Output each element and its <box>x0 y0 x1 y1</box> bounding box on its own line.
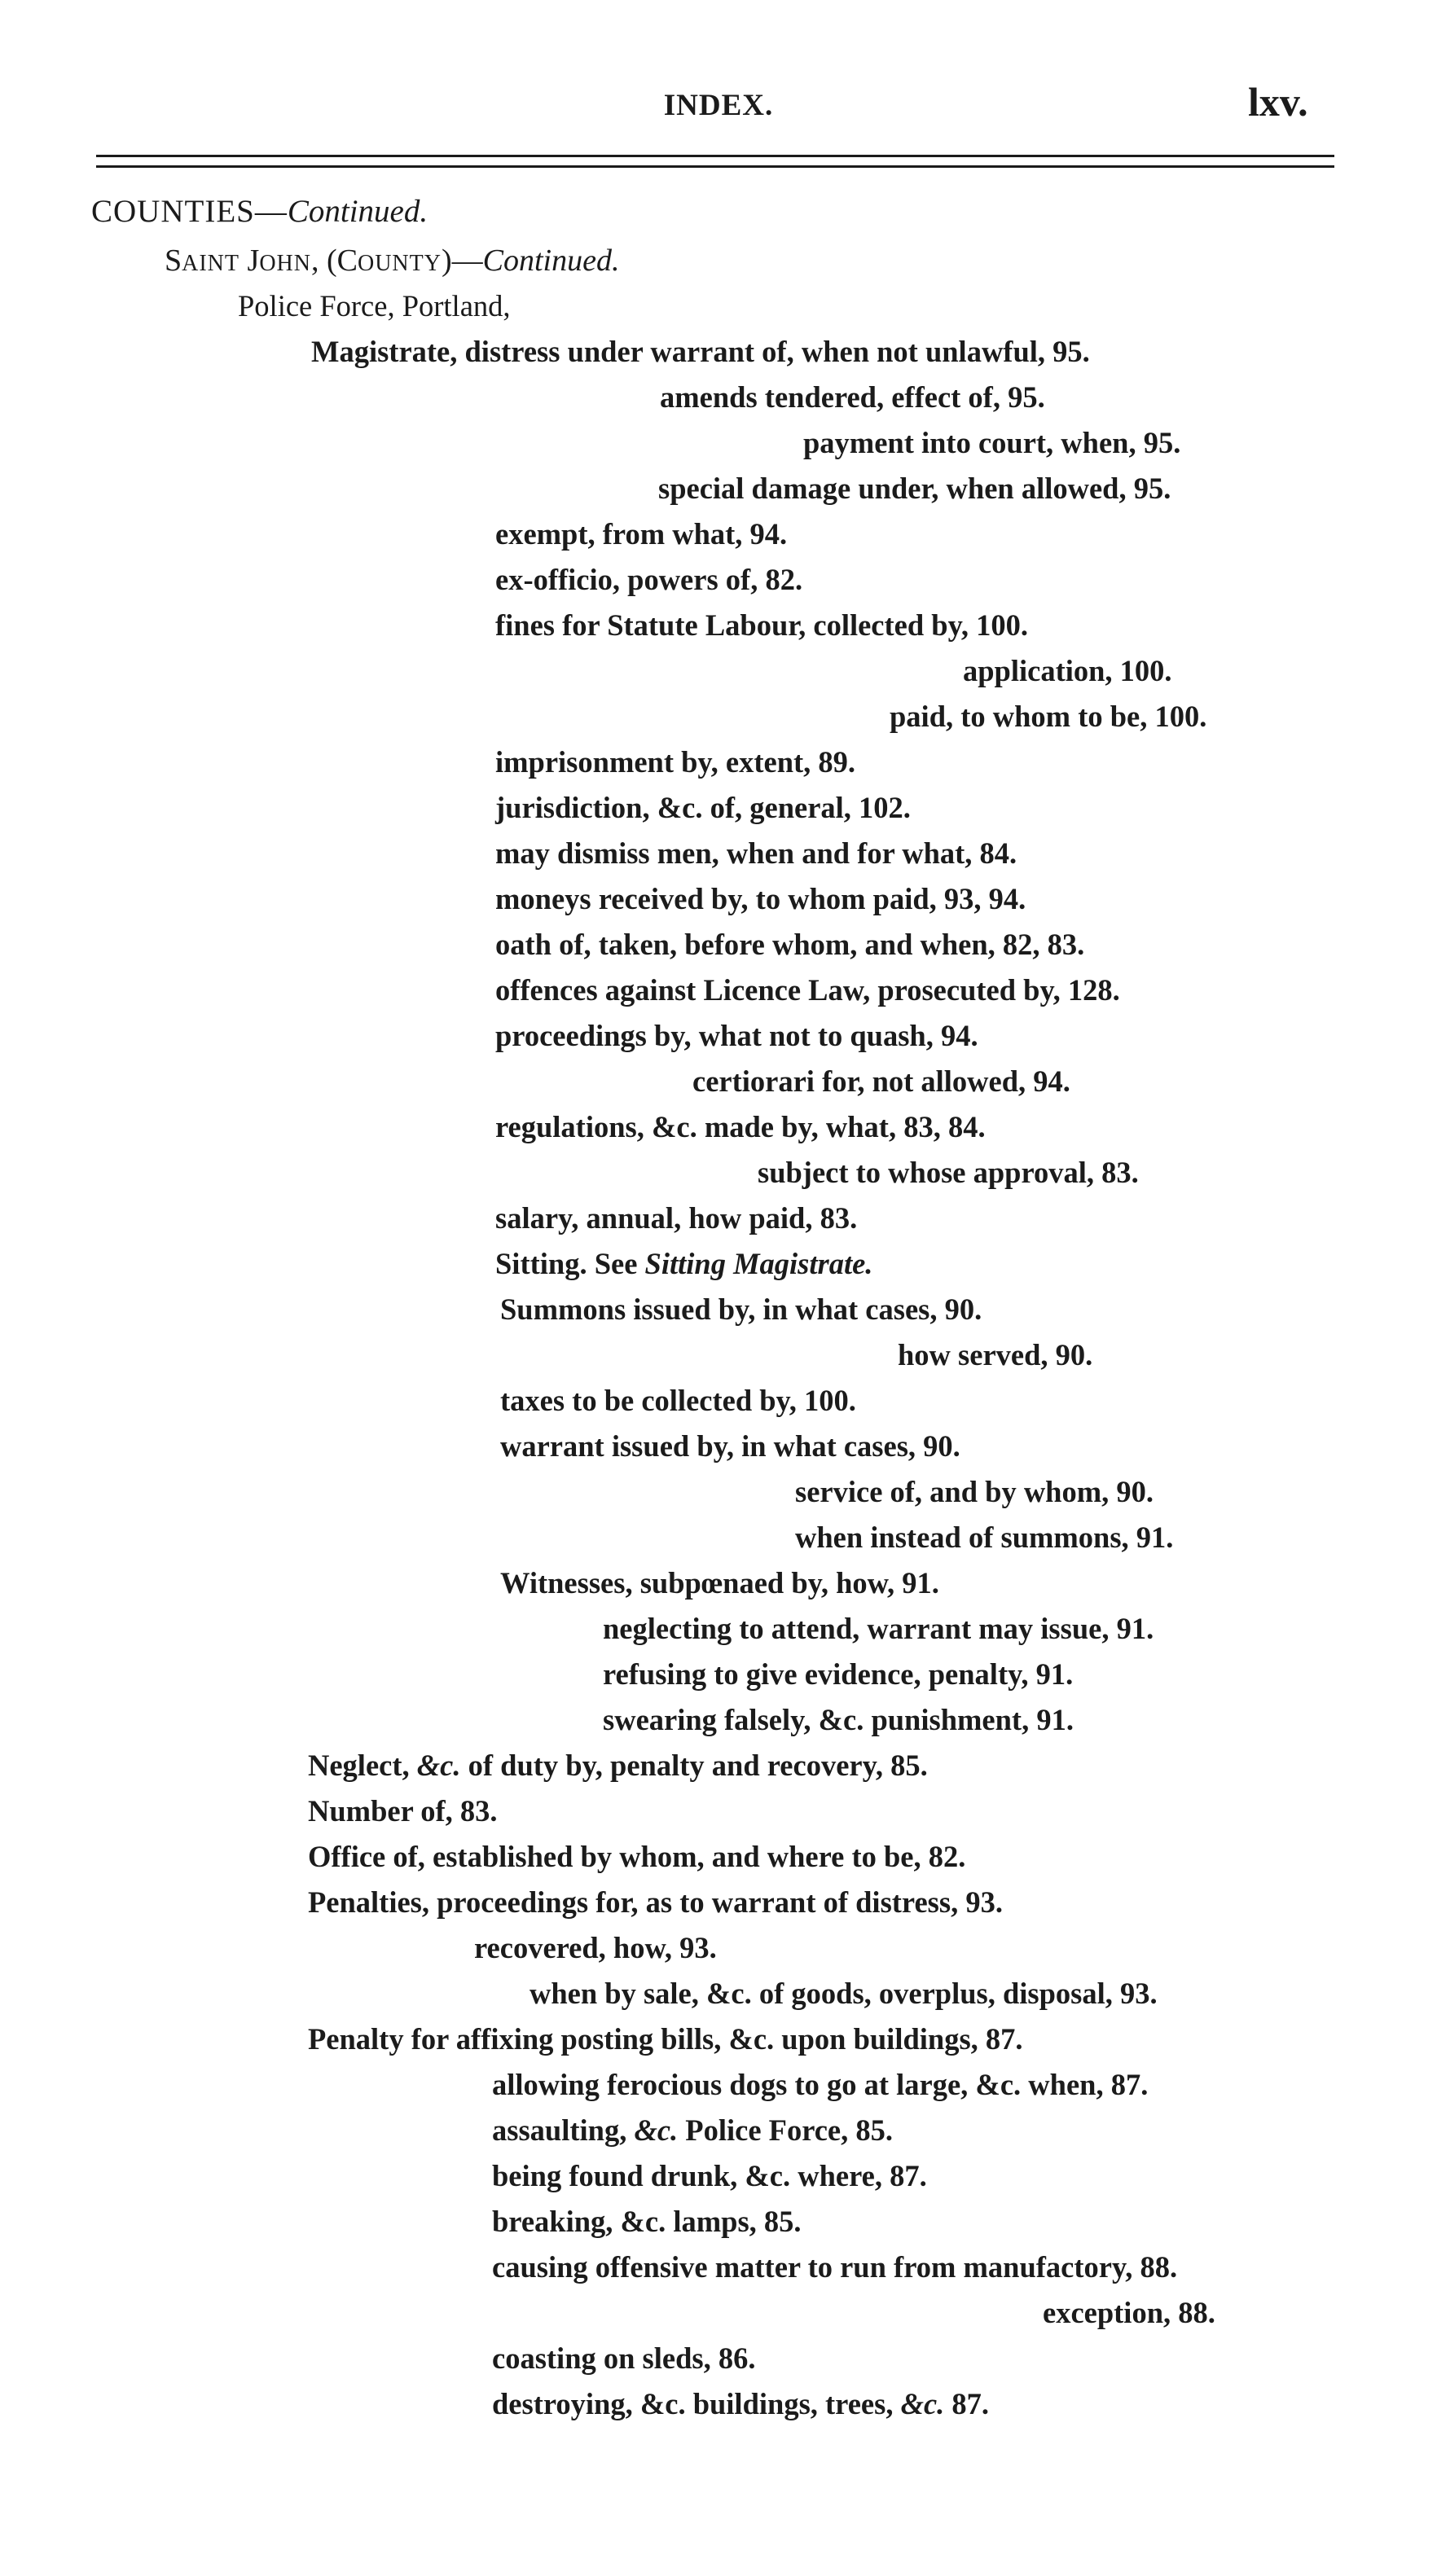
index-entry: Summons issued by, in what cases, 90. <box>500 1292 982 1326</box>
index-entry: breaking, &c. lamps, 85. <box>492 2205 802 2238</box>
entry-cross-reference: Sitting Magistrate. <box>644 1247 873 1280</box>
index-entry: special damage under, when allowed, 95. <box>658 472 1171 505</box>
heading-counties <box>91 194 428 230</box>
index-entry: fines for Statute Labour, collected by, 100. <box>495 608 1028 642</box>
heading-saint-john <box>165 243 619 282</box>
header-rule-top <box>96 155 1334 157</box>
running-head <box>0 79 1437 137</box>
index-entry: recovered, how, 93. <box>474 1931 717 1964</box>
sc-rest: OUNTY <box>357 251 442 276</box>
index-entry: regulations, &c. made by, what, 83, 84. <box>495 1110 986 1143</box>
index-entry <box>308 1748 928 1784</box>
entry-italic: &c. <box>900 2387 945 2420</box>
index-entry: causing offensive matter to run from manufactory, 88. <box>492 2250 1178 2284</box>
index-entry: Number of, 83. <box>308 1794 498 1828</box>
index-entry: offences against Licence Law, prosecuted by, 128. <box>495 973 1120 1007</box>
index-entry <box>495 1246 872 1282</box>
index-entry: imprisonment by, extent, 89. <box>495 745 856 779</box>
index-entry: how served, 90. <box>898 1338 1093 1371</box>
index-entry: exempt, from what, 94. <box>495 517 788 551</box>
index-entry: Penalties, proceedings for, as to warrant of distress, 93. <box>308 1885 1003 1919</box>
index-entry: may dismiss men, when and for what, 84. <box>495 836 1017 870</box>
heading-counties-text: COUNTIES— <box>91 194 288 229</box>
sc-letter: J <box>240 244 260 278</box>
entry-text: of duty by, penalty and recovery, 85. <box>460 1749 928 1782</box>
index-entry: salary, annual, how paid, 83. <box>495 1201 858 1235</box>
entry-italic: &c. <box>416 1749 461 1782</box>
index-entry: Magistrate, distress under warrant of, when not unlawful, 95. <box>311 335 1090 368</box>
index-entry: taxes to be collected by, 100. <box>500 1384 856 1417</box>
sc-rest: OHN <box>259 251 311 276</box>
index-entry: payment into court, when, 95. <box>803 426 1181 459</box>
entry-text: Sitting. See <box>495 1247 645 1280</box>
index-entry: Witnesses, subpœnaed by, how, 91. <box>500 1566 939 1600</box>
sc-letter: , (C <box>310 244 358 278</box>
index-entry: paid, to whom to be, 100. <box>890 700 1207 733</box>
index-entry: moneys received by, to whom paid, 93, 94. <box>495 882 1026 915</box>
header-rule-bottom <box>96 165 1334 168</box>
index-entry: oath of, taken, before whom, and when, 82, 83. <box>495 928 1085 961</box>
index-entry: allowing ferocious dogs to go at large, &c. when, 87. <box>492 2068 1149 2101</box>
index-entry: Office of, established by whom, and where to be, 82. <box>308 1840 966 1873</box>
index-entry: jurisdiction, &c. of, general, 102. <box>495 791 911 824</box>
entry-italic: &c. <box>634 2113 679 2147</box>
sc-letter: S <box>165 244 182 278</box>
entry-text: assaulting, <box>492 2113 635 2147</box>
index-entry: Police Force, Portland, <box>238 289 511 323</box>
index-entry: refusing to give evidence, penalty, 91. <box>603 1657 1074 1691</box>
entry-text: destroying, &c. buildings, trees, <box>492 2387 901 2420</box>
index-entry <box>492 2386 989 2422</box>
index-entry: service of, and by whom, 90. <box>795 1475 1154 1508</box>
index-entry: swearing falsely, &c. punishment, 91. <box>603 1703 1074 1736</box>
page-number: lxv. <box>1248 79 1308 125</box>
index-entry: proceedings by, what not to quash, 94. <box>495 1019 978 1052</box>
index-entry: warrant issued by, in what cases, 90. <box>500 1429 960 1463</box>
index-entry: certiorari for, not allowed, 94. <box>692 1064 1070 1098</box>
entry-text: Neglect, <box>308 1749 417 1782</box>
index-entry: coasting on sleds, 86. <box>492 2341 756 2375</box>
heading-counties-continued: Continued. <box>287 194 428 229</box>
heading-saint-john-continued: Continued. <box>482 244 620 278</box>
entry-text: 87. <box>944 2387 990 2420</box>
index-entry: Penalty for affixing posting bills, &c. upon buildings, 87. <box>308 2022 1023 2056</box>
sc-rest: AINT <box>182 251 240 276</box>
index-entry: when instead of summons, 91. <box>795 1521 1174 1554</box>
index-entry: subject to whose approval, 83. <box>758 1156 1139 1189</box>
index-entry: amends tendered, effect of, 95. <box>660 380 1045 414</box>
index-entry: exception, 88. <box>1043 2296 1215 2329</box>
index-entry: application, 100. <box>963 654 1172 687</box>
index-entry: being found drunk, &c. where, 87. <box>492 2159 927 2192</box>
index-entry: when by sale, &c. of goods, overplus, disposal, 93. <box>530 1977 1158 2010</box>
index-entry: ex-officio, powers of, 82. <box>495 563 803 596</box>
sc-letter: )— <box>441 244 483 278</box>
index-entry <box>492 2113 893 2148</box>
entry-text: Police Force, 85. <box>678 2113 894 2147</box>
running-title: INDEX. <box>663 89 774 122</box>
index-entry: neglecting to attend, warrant may issue, 91. <box>603 1612 1154 1645</box>
